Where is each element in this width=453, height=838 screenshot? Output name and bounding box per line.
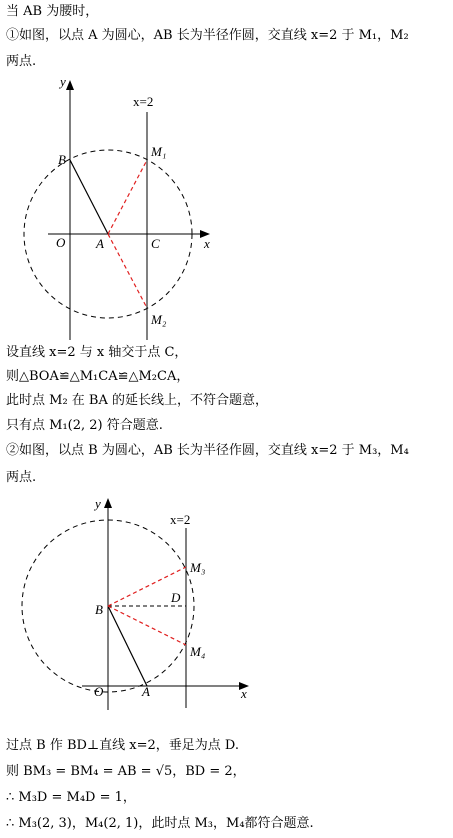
text-line-5: 则△BOA≌△M₁CA≌△M₂CA， [6,369,190,384]
y-axis-arrow [66,80,74,90]
segment-ba [108,606,147,686]
label-m1: M₁ [151,144,167,159]
text-line-1: 当 AB 为腰时， [6,4,99,19]
text-line-8: ②如图，以点 B 为圆心，AB 长为半径作圆，交直线 x=2 于 M₃，M₄ [6,443,409,458]
label-a: A [142,684,150,699]
text-line-12: ∴ M₃D = M₄D = 1， [6,790,136,805]
y-axis-label: y [60,74,66,89]
label-d: D [171,590,181,605]
text-line-13: ∴ M₃(2, 3)，M₄(2, 1)，此时点 M₃，M₄都符合题意. [6,816,314,831]
text-line-9: 两点. [6,470,37,485]
y-axis-arrow [104,498,112,508]
text-line-6: 此时点 M₂ 在 BA 的延长线上，不符合题意， [6,393,268,408]
line-label: x=2 [133,94,154,109]
label-o: O [56,235,66,250]
label-b: B [58,152,66,167]
label-c: C [151,236,160,251]
figure-2 [0,490,453,712]
line-label: x=2 [170,512,191,527]
text-line-4: 设直线 x=2 与 x 轴交于点 C， [6,345,188,360]
label-a: A [96,236,104,251]
text-line-7: 只有点 M₁(2, 2) 符合题意. [6,418,163,433]
text-line-10: 过点 B 作 BD⊥直线 x=2，垂足为点 D. [6,738,240,753]
segment-am2 [108,234,147,308]
label-m2: M₂ [151,312,167,327]
label-b: B [95,602,103,617]
segment-am1 [108,160,147,234]
text-line-3: 两点. [6,54,37,69]
text-line-2: ①如图，以点 A 为圆心，AB 长为半径作圆，交直线 x=2 于 M₁，M₂ [6,28,409,43]
segment-bm4 [108,606,186,645]
y-axis-label: y [95,496,101,511]
text-line-11: 则 BM₃ = BM₄ = AB = √5，BD = 2， [6,764,246,779]
x-axis-label: x [241,686,247,701]
segment-ba [70,160,108,234]
label-m4: M₄ [190,644,206,659]
figure-1 [0,72,453,344]
label-o: O [94,684,104,699]
x-axis-label: x [204,236,210,251]
label-m3: M₃ [190,560,206,575]
